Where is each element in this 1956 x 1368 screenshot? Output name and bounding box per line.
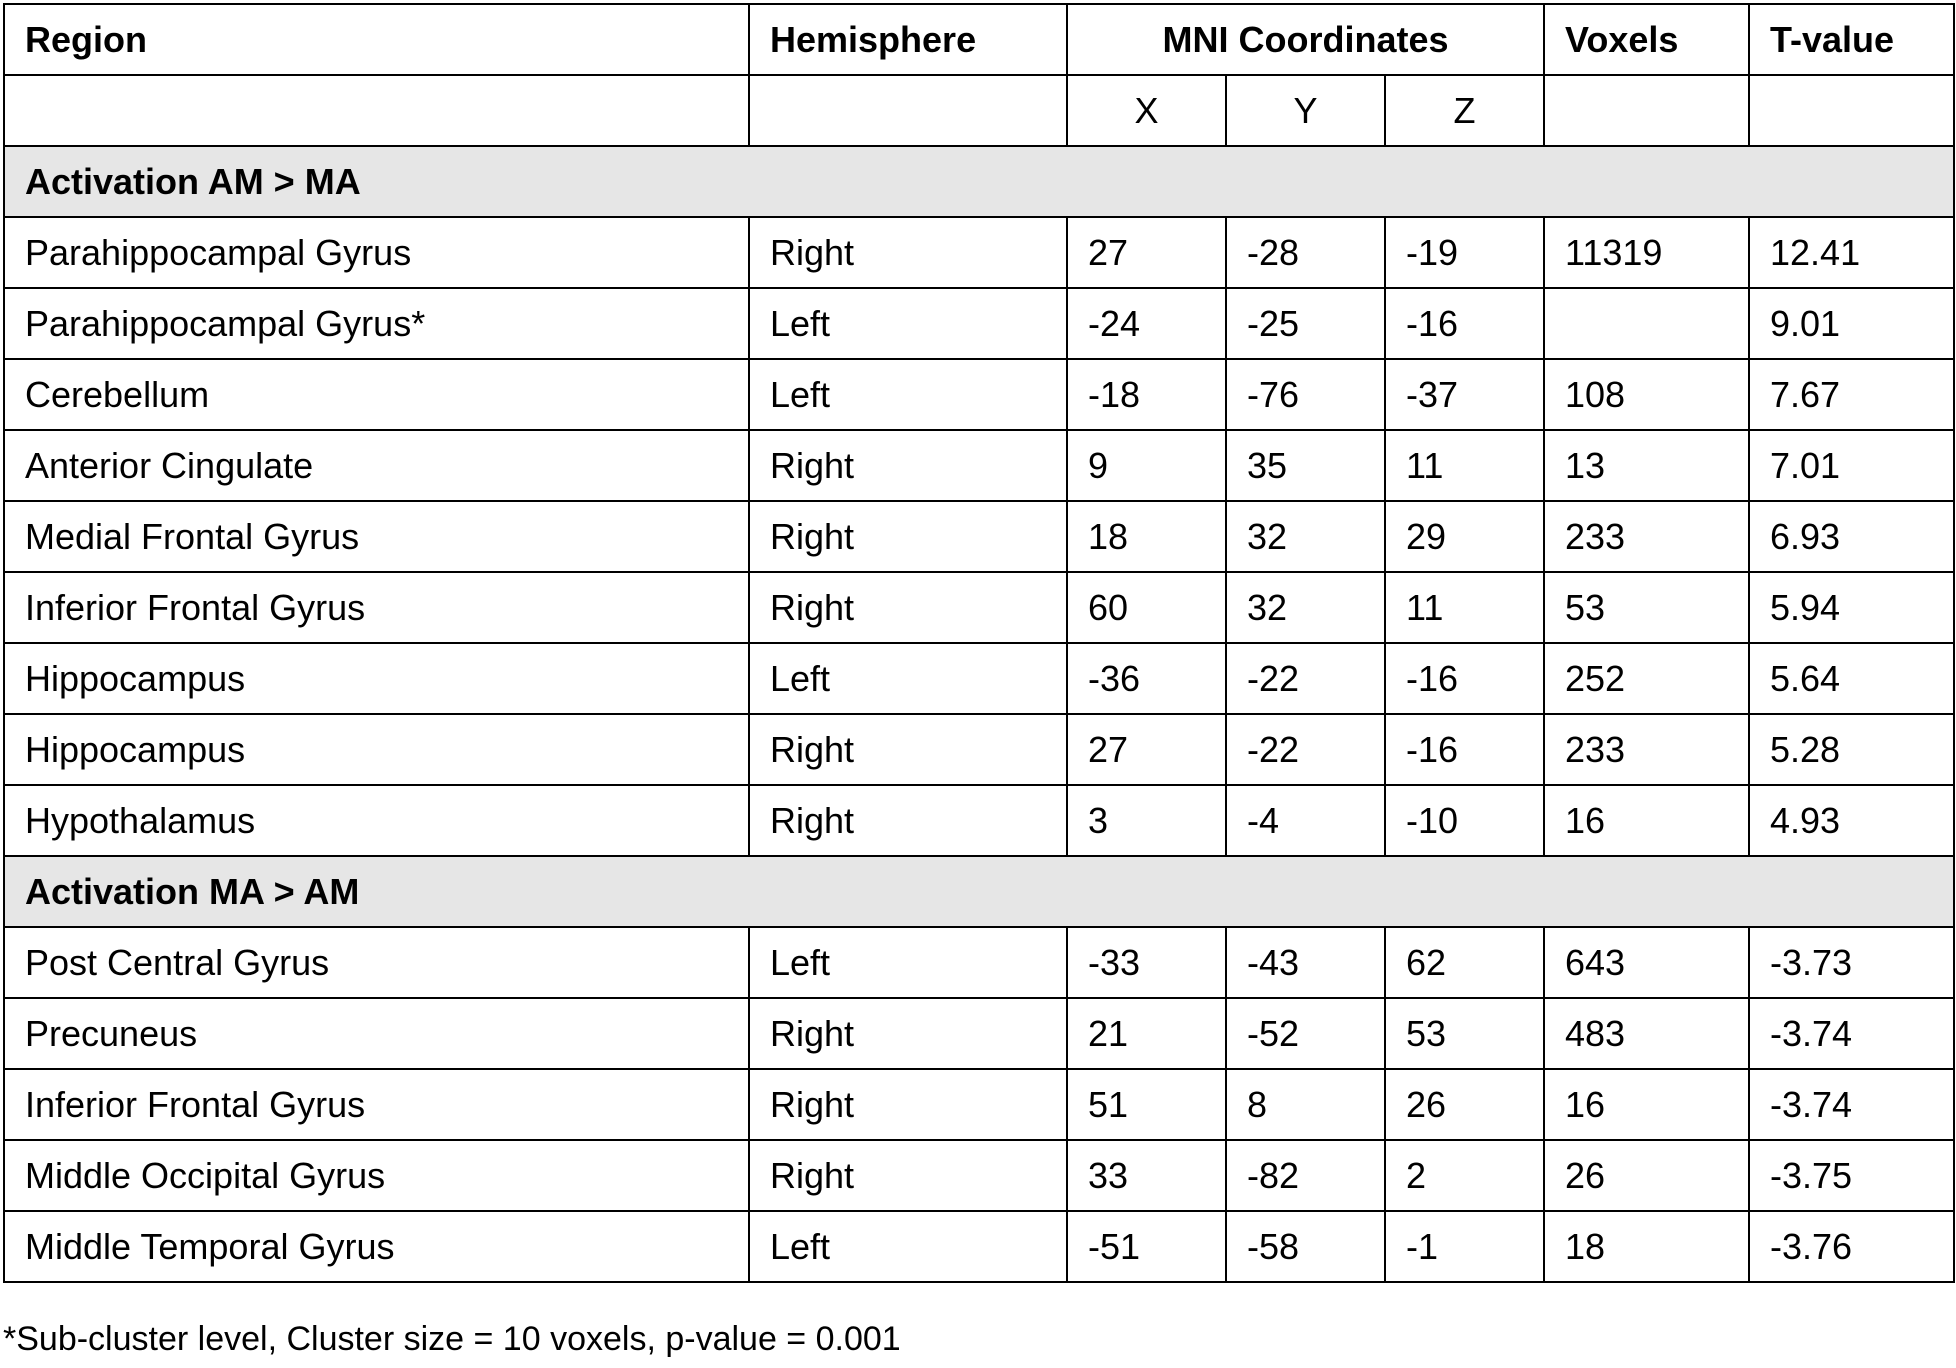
footnote: *Sub-cluster level, Cluster size = 10 voxels, p-value = 0.001 bbox=[3, 1320, 901, 1358]
cell-x: 9 bbox=[1067, 430, 1226, 501]
cell-x: 27 bbox=[1067, 217, 1226, 288]
cell-z: -37 bbox=[1385, 359, 1544, 430]
cell-x: 33 bbox=[1067, 1140, 1226, 1211]
table-row bbox=[4, 572, 1954, 643]
cell-y: 35 bbox=[1226, 430, 1385, 501]
cell-t-value: -3.74 bbox=[1749, 998, 1954, 1069]
cell-hemisphere: Left bbox=[749, 643, 1067, 714]
cell-y: 32 bbox=[1226, 501, 1385, 572]
section-row bbox=[4, 856, 1954, 927]
cell-hemisphere: Right bbox=[749, 430, 1067, 501]
cell-x: 60 bbox=[1067, 572, 1226, 643]
table-row bbox=[4, 714, 1954, 785]
cell-t-value: 7.67 bbox=[1749, 359, 1954, 430]
cell-voxels: 483 bbox=[1544, 998, 1749, 1069]
cell-voxels bbox=[1544, 288, 1749, 359]
subheader-row bbox=[4, 75, 1954, 146]
cell-z: 2 bbox=[1385, 1140, 1544, 1211]
cell-region: Hippocampus bbox=[4, 714, 749, 785]
cell-t-value: 4.93 bbox=[1749, 785, 1954, 856]
cell-y: -52 bbox=[1226, 998, 1385, 1069]
cell-voxels: 233 bbox=[1544, 714, 1749, 785]
cell-z: -19 bbox=[1385, 217, 1544, 288]
cell-x: 51 bbox=[1067, 1069, 1226, 1140]
cell-t-value: 9.01 bbox=[1749, 288, 1954, 359]
cell-x: 18 bbox=[1067, 501, 1226, 572]
cell-z: 11 bbox=[1385, 572, 1544, 643]
cell-t-value: 5.64 bbox=[1749, 643, 1954, 714]
cell-y: -82 bbox=[1226, 1140, 1385, 1211]
cell-region: Precuneus bbox=[4, 998, 749, 1069]
table-row bbox=[4, 359, 1954, 430]
cell-region: Parahippocampal Gyrus* bbox=[4, 288, 749, 359]
cell-y: 32 bbox=[1226, 572, 1385, 643]
cell-region: Inferior Frontal Gyrus bbox=[4, 572, 749, 643]
subheader-z: Z bbox=[1385, 75, 1544, 146]
cell-z: -16 bbox=[1385, 288, 1544, 359]
cell-t-value: -3.73 bbox=[1749, 927, 1954, 998]
cell-hemisphere: Right bbox=[749, 1140, 1067, 1211]
table-row bbox=[4, 1140, 1954, 1211]
cell-hemisphere: Left bbox=[749, 927, 1067, 998]
cell-hemisphere: Right bbox=[749, 714, 1067, 785]
header-region: Region bbox=[4, 4, 749, 75]
cell-hemisphere: Left bbox=[749, 359, 1067, 430]
cell-y: -22 bbox=[1226, 714, 1385, 785]
cell-z: 62 bbox=[1385, 927, 1544, 998]
cell-voxels: 13 bbox=[1544, 430, 1749, 501]
cell-voxels: 252 bbox=[1544, 643, 1749, 714]
cell-hemisphere: Right bbox=[749, 217, 1067, 288]
cell-y: -25 bbox=[1226, 288, 1385, 359]
cell-region: Post Central Gyrus bbox=[4, 927, 749, 998]
table-row bbox=[4, 217, 1954, 288]
cell-voxels: 643 bbox=[1544, 927, 1749, 998]
cell-x: -51 bbox=[1067, 1211, 1226, 1282]
cell-voxels: 18 bbox=[1544, 1211, 1749, 1282]
subheader-empty bbox=[1544, 75, 1749, 146]
table-row bbox=[4, 430, 1954, 501]
cell-t-value: -3.75 bbox=[1749, 1140, 1954, 1211]
table-row bbox=[4, 288, 1954, 359]
results-table bbox=[3, 3, 1955, 1283]
cell-z: -16 bbox=[1385, 714, 1544, 785]
header-row bbox=[4, 4, 1954, 75]
cell-y: -43 bbox=[1226, 927, 1385, 998]
cell-voxels: 53 bbox=[1544, 572, 1749, 643]
cell-x: -33 bbox=[1067, 927, 1226, 998]
cell-x: 21 bbox=[1067, 998, 1226, 1069]
section-title: Activation AM > MA bbox=[4, 146, 1954, 217]
section-row bbox=[4, 146, 1954, 217]
cell-z: -16 bbox=[1385, 643, 1544, 714]
cell-y: -22 bbox=[1226, 643, 1385, 714]
cell-hemisphere: Right bbox=[749, 572, 1067, 643]
cell-z: 29 bbox=[1385, 501, 1544, 572]
cell-t-value: 12.41 bbox=[1749, 217, 1954, 288]
subheader-empty bbox=[1749, 75, 1954, 146]
cell-x: 3 bbox=[1067, 785, 1226, 856]
cell-hemisphere: Right bbox=[749, 998, 1067, 1069]
cell-z: 53 bbox=[1385, 998, 1544, 1069]
cell-x: 27 bbox=[1067, 714, 1226, 785]
table-row bbox=[4, 785, 1954, 856]
table-body bbox=[4, 4, 1954, 1282]
cell-t-value: 7.01 bbox=[1749, 430, 1954, 501]
cell-voxels: 16 bbox=[1544, 1069, 1749, 1140]
cell-y: -4 bbox=[1226, 785, 1385, 856]
cell-region: Hypothalamus bbox=[4, 785, 749, 856]
subheader-y: Y bbox=[1226, 75, 1385, 146]
section-title: Activation MA > AM bbox=[4, 856, 1954, 927]
cell-hemisphere: Right bbox=[749, 785, 1067, 856]
cell-hemisphere: Right bbox=[749, 501, 1067, 572]
cell-region: Medial Frontal Gyrus bbox=[4, 501, 749, 572]
cell-voxels: 26 bbox=[1544, 1140, 1749, 1211]
cell-t-value: 5.94 bbox=[1749, 572, 1954, 643]
cell-z: 11 bbox=[1385, 430, 1544, 501]
cell-t-value: -3.76 bbox=[1749, 1211, 1954, 1282]
cell-hemisphere: Left bbox=[749, 288, 1067, 359]
header-hemisphere: Hemisphere bbox=[749, 4, 1067, 75]
cell-t-value: 5.28 bbox=[1749, 714, 1954, 785]
subheader-empty bbox=[749, 75, 1067, 146]
cell-z: -1 bbox=[1385, 1211, 1544, 1282]
cell-hemisphere: Right bbox=[749, 1069, 1067, 1140]
cell-hemisphere: Left bbox=[749, 1211, 1067, 1282]
cell-voxels: 16 bbox=[1544, 785, 1749, 856]
table-row bbox=[4, 501, 1954, 572]
cell-region: Parahippocampal Gyrus bbox=[4, 217, 749, 288]
cell-z: 26 bbox=[1385, 1069, 1544, 1140]
table-row bbox=[4, 643, 1954, 714]
cell-z: -10 bbox=[1385, 785, 1544, 856]
cell-t-value: 6.93 bbox=[1749, 501, 1954, 572]
table-row bbox=[4, 1211, 1954, 1282]
cell-region: Middle Occipital Gyrus bbox=[4, 1140, 749, 1211]
cell-region: Middle Temporal Gyrus bbox=[4, 1211, 749, 1282]
cell-y: 8 bbox=[1226, 1069, 1385, 1140]
cell-t-value: -3.74 bbox=[1749, 1069, 1954, 1140]
header-t-value: T-value bbox=[1749, 4, 1954, 75]
cell-x: -18 bbox=[1067, 359, 1226, 430]
cell-region: Anterior Cingulate bbox=[4, 430, 749, 501]
cell-y: -28 bbox=[1226, 217, 1385, 288]
header-mni-coordinates: MNI Coordinates bbox=[1067, 4, 1544, 75]
cell-voxels: 11319 bbox=[1544, 217, 1749, 288]
subheader-x: X bbox=[1067, 75, 1226, 146]
cell-region: Cerebellum bbox=[4, 359, 749, 430]
table-row bbox=[4, 998, 1954, 1069]
cell-region: Inferior Frontal Gyrus bbox=[4, 1069, 749, 1140]
cell-y: -58 bbox=[1226, 1211, 1385, 1282]
header-voxels: Voxels bbox=[1544, 4, 1749, 75]
table-row bbox=[4, 927, 1954, 998]
cell-y: -76 bbox=[1226, 359, 1385, 430]
cell-x: -36 bbox=[1067, 643, 1226, 714]
cell-voxels: 108 bbox=[1544, 359, 1749, 430]
table-row bbox=[4, 1069, 1954, 1140]
cell-region: Hippocampus bbox=[4, 643, 749, 714]
cell-voxels: 233 bbox=[1544, 501, 1749, 572]
subheader-empty bbox=[4, 75, 749, 146]
cell-x: -24 bbox=[1067, 288, 1226, 359]
